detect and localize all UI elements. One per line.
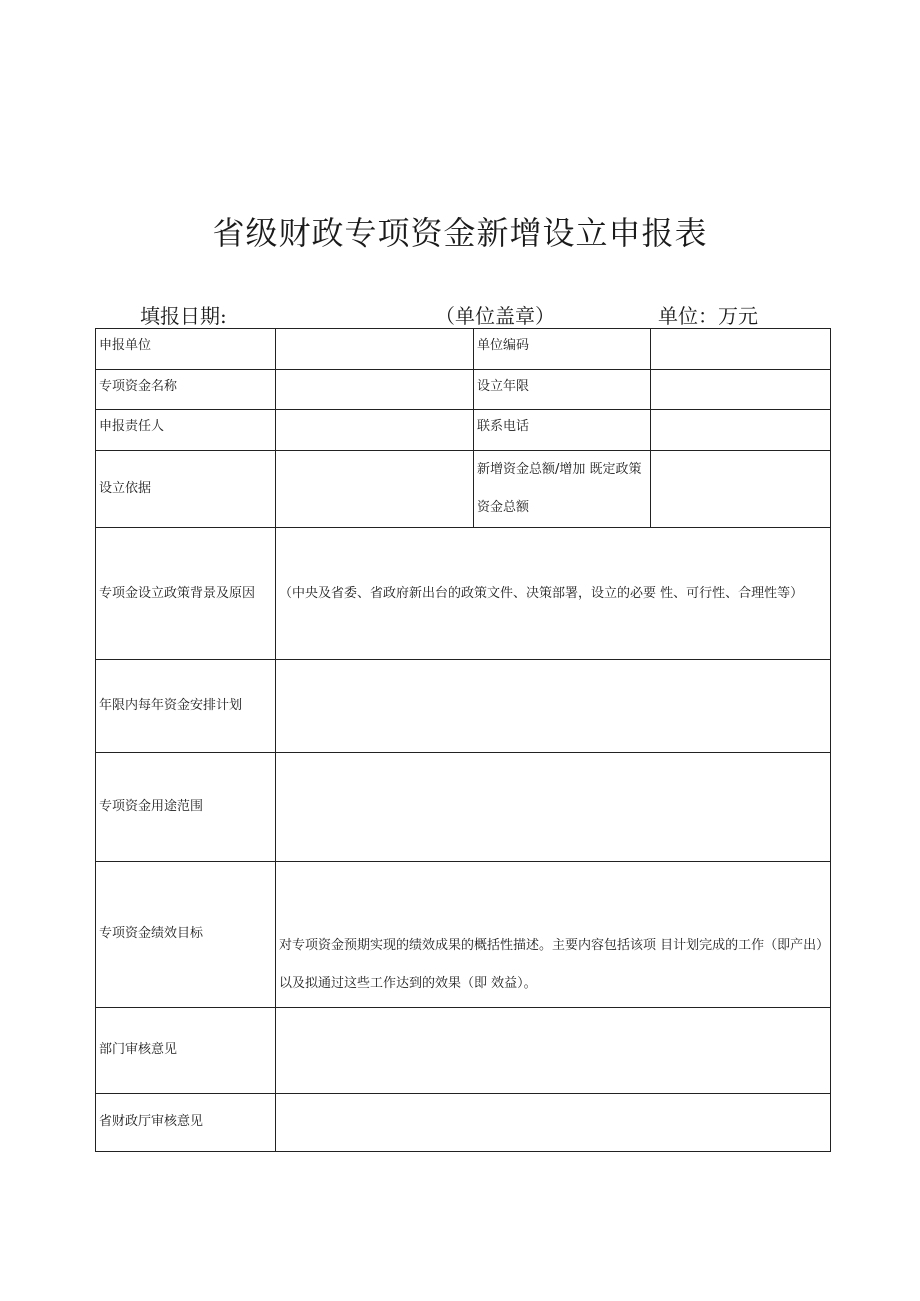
annual-plan-field[interactable] [276, 660, 831, 753]
table-row [96, 410, 831, 451]
phone-label: 联系电话 [474, 410, 651, 451]
total-amount-field[interactable] [651, 451, 831, 528]
applicant-unit-field[interactable] [276, 329, 474, 370]
currency-unit-label: 单位：万元 [658, 304, 758, 328]
basis-field[interactable] [276, 451, 474, 528]
background-label: 专项金设立政策背景及原因 [96, 528, 276, 660]
table-row [96, 660, 831, 753]
form-title: 省级财政专项资金新增设立申报表 [212, 214, 708, 252]
responsible-person-field[interactable] [276, 410, 474, 451]
background-note: （中央及省委、省政府新出台的政策文件、决策部署，设立的必要 性、可行性、合理性等） [279, 585, 804, 601]
unit-seal-label: （单位盖章） [435, 304, 555, 328]
application-form-table [95, 328, 831, 1152]
fund-name-field[interactable] [276, 370, 474, 410]
fund-name-label: 专项资金名称 [96, 370, 276, 410]
table-row [96, 329, 831, 370]
performance-goal-label: 专项资金绩效目标 [96, 862, 276, 1008]
applicant-unit-label: 申报单位 [96, 329, 276, 370]
basis-label: 设立依据 [96, 451, 276, 528]
annual-plan-label: 年限内每年资金安排计划 [96, 660, 276, 753]
performance-goal-field[interactable] [276, 862, 831, 1008]
fill-date-label: 填报日期: [140, 304, 227, 328]
responsible-person-label: 申报责任人 [96, 410, 276, 451]
unit-code-field[interactable] [651, 329, 831, 370]
finance-review-field[interactable] [276, 1094, 831, 1152]
table-row [96, 528, 831, 660]
term-years-label: 设立年限 [474, 370, 651, 410]
dept-review-field[interactable] [276, 1008, 831, 1094]
table-row [96, 753, 831, 862]
background-field[interactable] [276, 528, 831, 660]
dept-review-label: 部门审核意见 [96, 1008, 276, 1094]
table-row [96, 1094, 831, 1152]
unit-code-label: 单位编码 [474, 329, 651, 370]
usage-scope-field[interactable] [276, 753, 831, 862]
performance-note: 对专项资金预期实现的绩效成果的概括性描述。主要内容包括该项 目计划完成的工作（即产出）以及拟通过这些工作达到的效果（即 效益）。 [279, 938, 823, 991]
table-row [96, 862, 831, 1008]
table-row [96, 451, 831, 528]
total-amount-label: 新增资金总额/增加 既定政策资金总额 [474, 451, 651, 528]
usage-scope-label: 专项资金用途范围 [96, 753, 276, 862]
finance-review-label: 省财政厅审核意见 [96, 1094, 276, 1152]
term-years-field[interactable] [651, 370, 831, 410]
table-row [96, 370, 831, 410]
table-row [96, 1008, 831, 1094]
phone-field[interactable] [651, 410, 831, 451]
